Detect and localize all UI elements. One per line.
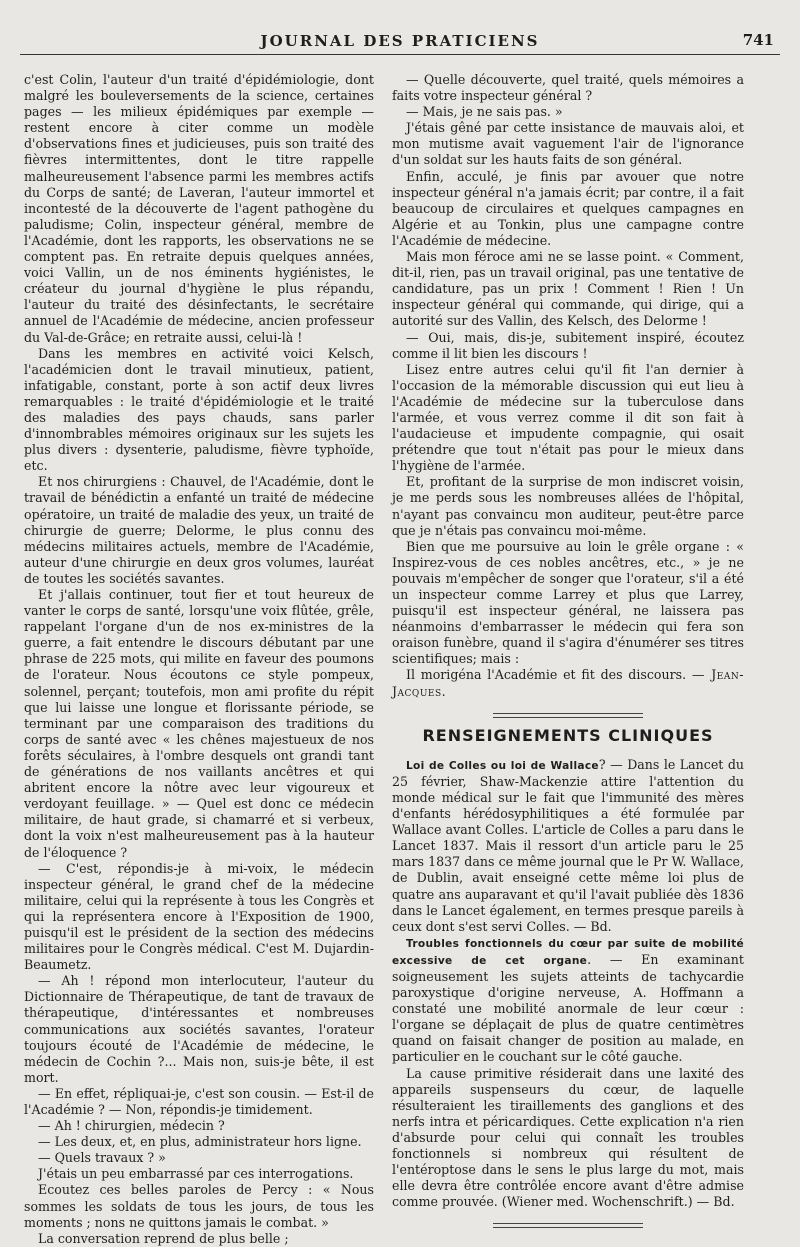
paragraph: Enfin, acculé, je finis par avouer que notre inspecteur général n'a jamais écrit; par contre, il a fait beaucoup de circulaires et quelques campagnes en Algérie et au Tonkin, plus une campagne contre l'Académie de médecine. (392, 168, 744, 248)
item-text: . — En examinant soigneusement les sujets atteints de tachycardie paroxystique d'origine nerveuse, A. Hoffmann a constaté une mobilité anormale de leur cœur : l'organe se déplaçait de plus de quatre centimètres quand on faisait changer de position au malade, en particulier en le couchant sur le côté gauche. (392, 951, 744, 1065)
paragraph: Dans les membres en activité voici Kelsch, l'académicien dont le travail minutieux, patient, infatigable, constant, porte à son actif deux livres remarquables : le traité d'épidémiologie et le traité des maladies des pays chauds, sans parler d'innombrables mémoires originaux sur les sujets les plus divers : dysenterie, paludisme, fièvre typhoïde, etc. (24, 345, 374, 474)
section-divider (493, 713, 643, 718)
paragraph: — C'est, répondis-je à mi-voix, le médecin inspecteur général, le grand chef de la médecine militaire, celui qui la représente à tous les Congrès et qui la représentera encore à l'Exposition de 1900, puisqu'il est le président de la section des médecins militaires pour le Congrès médical. C'est M. Dujardin-Beaumetz. (24, 860, 374, 973)
paragraph: — Ah ! chirurgien, médecin ? (38, 1118, 225, 1134)
paragraph: J'étais un peu embarrassé par ces interrogations. (38, 1166, 354, 1182)
section-title: RENSEIGNEMENTS CLINIQUES (422, 725, 714, 745)
journal-title: JOURNAL DES PRATICIENS (260, 32, 540, 50)
paragraph: Bien que me poursuive au loin le grêle organe : « Inspirez-vous de ces nobles ancêtres, etc., » je ne pouvais m'empêcher de songer que l'orateur, s'il a été un inspecteur comme Larrey et plus que Larrey, puisqu'il est inspecteur général, ne laissera pas néanmoins d'embarrasser le médecin qui fera son oraison funèbre, quand il s'agira d'énumérer ses titres scientifiques; mais : (392, 538, 744, 667)
paragraph: Lisez entre autres celui qu'il fit l'an dernier à l'occasion de la mémorable discussion qui eut lieu à l'Académie de médecine sur la tuberculose dans l'armée, et vous verrez comme il dit son fait à l'audacieuse et impudente compagnie, qui osait prétendre que tout n'était pas pour le mieux dans l'hygiène de l'armée. (392, 361, 744, 474)
paragraph: — Les deux, et, en plus, administrateur hors ligne. (38, 1134, 362, 1150)
page-number: 741 (742, 31, 774, 49)
paragraph: — Ah ! répond mon interlocuteur, l'auteur du Dictionnaire de Thérapeutique, de tant de travaux de thérapeutique, d'intéressantes et nombreuses communications aux sociétés savantes, l'orateur toujours écouté de l'Académie de médecine, le médecin de Cochin ?... Mais non, suis-je bête, il est mort. (24, 973, 374, 1085)
paragraph: — En effet, répliquai-je, c'est son cousin. — Est-il de l'Académie ? — Non, répondis-je timidement. (24, 1085, 374, 1117)
item-text: ? — Dans le Lancet du 25 février, Shaw-Mackenzie attire l'attention du monde médical sur le fait que l'immunité des mères d'enfants hérédosyphilitiques a été formulée par Wallace avant Colles. L'article de Colles a paru dans le Lancet 1837. Mais il ressort d'un article paru le 25 mars 1837 dans ce même journal que le Pr W. Wallace, de Dublin, avait enseigné cette même loi plus de quatre ans auparavant et qu'il l'avait publiée dès 1836 dans le Lancet également, en termes presque pareils à ceux dont s'est servi Colles. — Bd. (392, 756, 744, 934)
closing-line (392, 667, 744, 699)
page-header (20, 28, 780, 55)
clinical-item (392, 757, 744, 935)
signature: — Jean-Jacques. (392, 667, 744, 699)
clinical-item (392, 935, 744, 1066)
item-rubric: Loi de Colles ou loi de Wallace (406, 759, 599, 772)
paragraph: — Oui, mais, dis-je, subitement inspiré, écoutez comme il lit bien les discours ! (392, 329, 744, 361)
paragraph: Mais mon féroce ami ne se lasse point. « Comment, dit-il, rien, pas un travail original, pas une tentative de candidature, pas un prix ! Comment ! Rien ! Un inspecteur général qui commande, qui dirige, qui a autorité sur des Vallin, des Kelsch, des Delorme ! (392, 249, 744, 329)
paragraph: c'est Colin, l'auteur d'un traité d'épidémiologie, dont malgré les bouleversements de la science, certaines pages — les milieux épidémiques par exemple — restent encore à citer comme un modèle d'observations fines et judicieuses, puis son traité des fièvres intermittentes, dont le titre rappelle malheureusement l'absence parmi les membres actifs du Corps de santé; de Laveran, l'auteur immortel et incontesté de la découverte de l'agent pathogène du paludisme; Colin, inspecteur général, membre de l'Académie, dont les rapports, les observations ne se comptent pas. En retraite depuis quelques années, voici Vallin, un de nos éminents hygiénistes, le créateur du journal d'hygiène le plus répandu, l'auteur du traité des désinfectants, le secrétaire annuel de l'Académie de médecine, ancien professeur du Val-de-Grâce; en retraite aussi, celui-là ! (24, 72, 374, 345)
paragraph: — Quels travaux ? » (38, 1150, 166, 1166)
paragraph: Ecoutez ces belles paroles de Percy : « Nous sommes les soldats de tous les jours, de tous les moments ; nons ne quittons jamais le combat. » (24, 1182, 374, 1230)
left-column (24, 72, 374, 1247)
clinical-item (392, 1066, 744, 1211)
paragraph: La conversation reprend de plus belle ; (38, 1230, 289, 1246)
end-divider (493, 1223, 643, 1228)
item-rubric: Troubles fonctionnels du cœur par suite de mobilité excessive de cet organe (392, 937, 744, 967)
closing-text: Il morigéna l'Académie et fit des discours. (406, 667, 687, 683)
item-text: La cause primitive résiderait dans une laxité des appareils suspenseurs du cœur, de laquelle résulteraient les tiraillements des ganglions et des nerfs intra et péricardiques. Cette explication n'a rien d'absurde pour celui qui connaît les troubles fonctionnels si nombreux qui résultent de l'entéroptose dans le sens le plus large du mot, mais elle devra être contrôlée encore avant d'être admise comme prouvée. (Wiener med. Wochenschrift.) — Bd. (392, 1065, 744, 1210)
paragraph: J'étais gêné par cette insistance de mauvais aloi, et mon mutisme avait vaguement l'air de l'ignorance d'un soldat sur les hauts faits de son général. (392, 120, 744, 168)
paragraph: — Mais, je ne sais pas. » (406, 104, 563, 120)
paragraph: — Quelle découverte, quel traité, quels mémoires a faits votre inspecteur général ? (392, 72, 744, 104)
paragraph: Et, profitant de la surprise de mon indiscret voisin, je me perds sous les nombreuses allées de l'hôpital, n'ayant pas convaincu mon auditeur, peut-être parce que je n'étais pas convaincu moi-même. (392, 474, 744, 538)
paragraph: Et nos chirurgiens : Chauvel, de l'Académie, dont le travail de bénédictin a enfanté un traité de médecine opératoire, un traité de maladie des yeux, un traité de chirurgie de guerre; Delorme, le plus connu des médecins militaires actuels, membre de l'Académie, auteur d'une chirurgie en deux gros volumes, lauréat de toutes les sociétés savantes. (24, 474, 374, 586)
paragraph: Et j'allais continuer, tout fier et tout heureux de vanter le corps de santé, lorsqu'une voix flûtée, grêle, rappelant l'organe d'un de nos ex-ministres de la guerre, a fait entendre le discours débutant par une phrase de 225 mots, qui milite en faveur des poumons de l'orateur. Nous écoutons ce style pompeux, solennel, perçant; toutefois, mon ami profite du répit que lui laisse une longue et florissante période, se terminant par une comparaison des traditions du corps de santé avec « les chênes majestueux de nos forêts séculaires, à l'ombre desquels ont grandi tant de générations de nos vaillants ancêtres et qui abritent encore la nôtre avec leur vigoureux et verdoyant feuillage. » — Quel est donc ce médecin militaire, de haut grade, si chamarré et si verbeux, dont la voix n'est malheureusement pas à la hauteur de l'éloquence ? (24, 587, 374, 860)
